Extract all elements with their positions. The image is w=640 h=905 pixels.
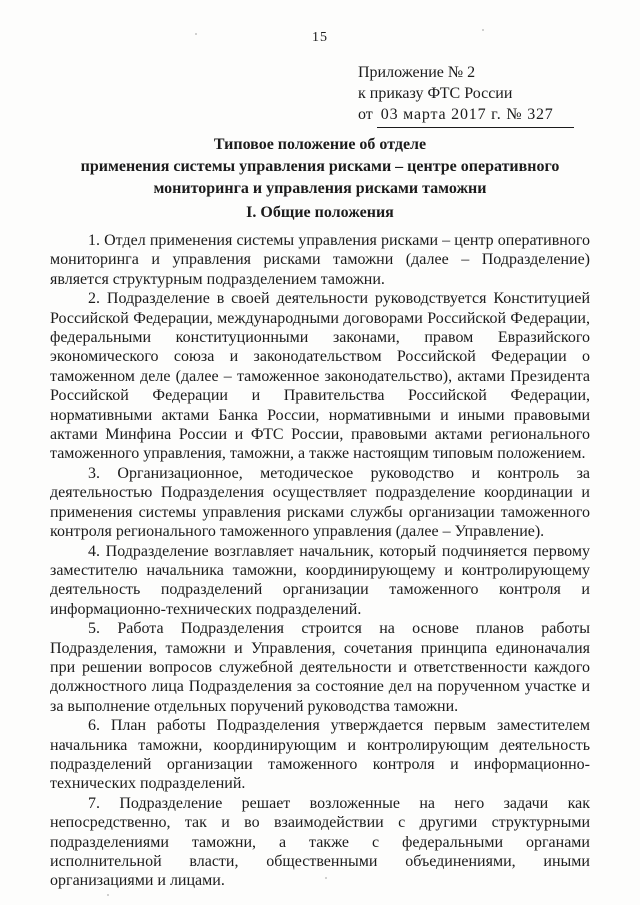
appendix-date-line — [358, 105, 574, 128]
paragraph-7: 7. Подразделение решает возложенные на него задачи как непосредственно, так и во взаимодействии с другими структурными подразделениями таможни, а также с федеральными органами исполнительной власти, общественными объединениями, иными организациями и лицами. — [50, 794, 590, 890]
page-number: 15 — [312, 30, 328, 45]
paragraph-4: 4. Подразделение возглавляет начальник, который подчиняется первому заместителю начальника таможни, координирующему и контролирующему деятельность подразделений организации таможенного контроля и информационно-технических подразделений. — [50, 542, 590, 618]
paragraph-2: 2. Подразделение в своей деятельности руководствуется Конституцией Российской Федерации, международными договорами Российской Федерации, федеральными конституционными законами, правом Евразийского экономического союза и законодательством Российской Федерации о таможенном деле (далее – таможенное законодательство), актами Президента Российской Федерации и Правительства Российской Федерации, нормативными актами Банка России, нормативными и иными правовыми актами Минфина России и ФТС России, правовыми актами регионального таможенного управления, таможни, а также настоящим типовым положением. — [50, 290, 590, 463]
appendix-line-1: Приложение № 2 — [358, 64, 476, 81]
paragraph-1: 1. Отдел применения системы управления рисками – центр оперативного мониторинга и управления рисками таможни (далее – Подразделение) является структурным подразделением таможни. — [50, 232, 590, 288]
date-filled-value: 03 марта 2017 г. № 327 — [377, 105, 574, 128]
title-line-3: мониторинга и управления рисками таможни — [153, 180, 487, 197]
appendix-line-2: к приказу ФТС России — [358, 84, 513, 102]
title-line-2: применения системы управления рисками – центре оперативного — [80, 158, 560, 175]
section-heading: I. Общие положения — [246, 204, 394, 221]
appendix-header — [358, 63, 574, 128]
paragraph-6: 6. План работы Подразделения утверждается первым заместителем начальника таможни, координирующим и контролирующим деятельность подразделений организации таможенного контроля и информационно-технических подразделений. — [50, 717, 590, 793]
paragraph-5: 5. Работа Подразделения строится на основе планов работы Подразделения, таможни и Управления, сочетания принципа единоначалия при решении вопросов служебной деятельности и ответственности каждого должностного лица Подразделения за состояние дел на порученном участке и за выполнение отдельных поручений руководства таможни. — [50, 620, 590, 715]
document-body — [50, 231, 590, 891]
title-line-1: Типовое положение об отделе — [213, 136, 427, 153]
paragraph-3: 3. Организационное, методическое руководство и контроль за деятельностью Подразделения осуществляет подразделение координации и применения системы управления рисками службы организации таможенного контроля регионального таможенного управления (далее – Управление). — [50, 464, 590, 541]
scan-speck — [107, 894, 109, 896]
date-prefix: от — [358, 106, 373, 123]
document-title — [30, 134, 610, 200]
